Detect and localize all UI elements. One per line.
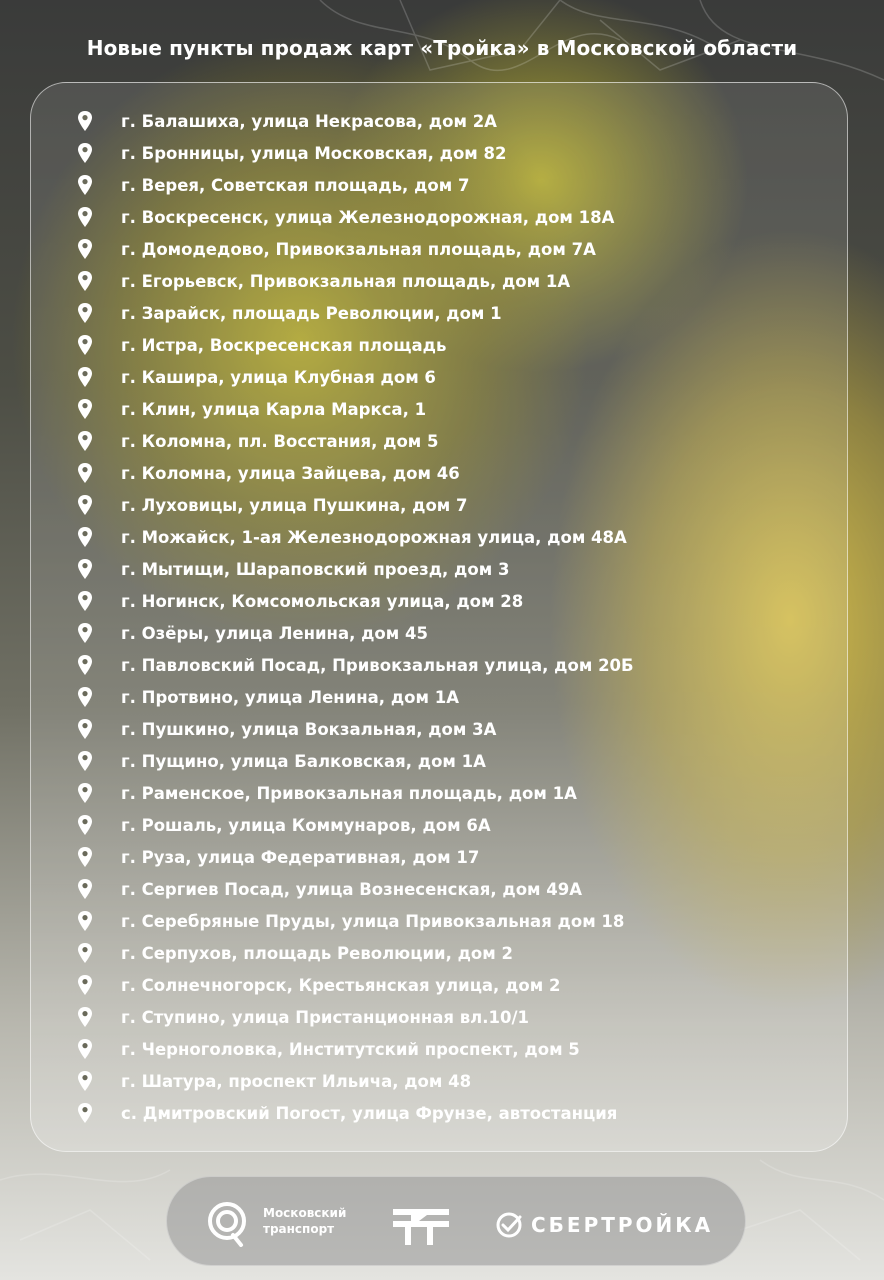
address-text: г. Ступино, улица Пристанционная вл.10/1 bbox=[121, 1007, 530, 1027]
address-text: г. Истра, Воскресенская площадь bbox=[121, 335, 447, 355]
location-pin-icon bbox=[77, 558, 93, 580]
moscow-transport-line2: транспорт bbox=[263, 1222, 335, 1236]
address-item bbox=[77, 681, 634, 713]
footer-logos bbox=[166, 1176, 746, 1266]
address-text: г. Егорьевск, Привокзальная площадь, дом 1А bbox=[121, 271, 571, 291]
address-text: г. Пушкино, улица Вокзальная, дом 3А bbox=[121, 719, 497, 739]
address-text: г. Раменское, Привокзальная площадь, дом 1А bbox=[121, 783, 577, 803]
address-item bbox=[77, 937, 634, 969]
address-text: г. Серебряные Пруды, улица Привокзальная дом 18 bbox=[121, 911, 625, 931]
address-item bbox=[77, 201, 634, 233]
address-item bbox=[77, 233, 634, 265]
address-item bbox=[77, 649, 634, 681]
location-pin-icon bbox=[77, 846, 93, 868]
address-list bbox=[77, 105, 634, 1129]
address-item bbox=[77, 137, 634, 169]
location-pin-icon bbox=[77, 494, 93, 516]
address-text: г. Серпухов, площадь Революции, дом 2 bbox=[121, 943, 513, 963]
location-pin-icon bbox=[77, 302, 93, 324]
address-text: г. Балашиха, улица Некрасова, дом 2А bbox=[121, 111, 497, 131]
address-text: г. Воскресенск, улица Железнодорожная, дом 18А bbox=[121, 207, 615, 227]
sber-logo bbox=[495, 1211, 523, 1239]
address-item bbox=[77, 425, 634, 457]
address-text: г. Сергиев Посад, улица Вознесенская, дом 49А bbox=[121, 879, 583, 899]
location-pin-icon bbox=[77, 238, 93, 260]
location-pin-icon bbox=[77, 430, 93, 452]
address-item bbox=[77, 1065, 634, 1097]
address-text: с. Дмитровский Погост, улица Фрунзе, автостанция bbox=[121, 1103, 618, 1123]
address-text: г. Клин, улица Карла Маркса, 1 bbox=[121, 399, 427, 419]
location-pin-icon bbox=[77, 206, 93, 228]
location-pin-icon bbox=[77, 1006, 93, 1028]
address-text: г. Зарайск, площадь Революции, дом 1 bbox=[121, 303, 502, 323]
address-item bbox=[77, 713, 634, 745]
address-text: г. Луховицы, улица Пушкина, дом 7 bbox=[121, 495, 468, 515]
address-text: г. Кашира, улица Клубная дом 6 bbox=[121, 367, 436, 387]
address-text: г. Можайск, 1-ая Железнодорожная улица, дом 48А bbox=[121, 527, 627, 547]
address-item bbox=[77, 1001, 634, 1033]
location-pin-icon bbox=[77, 174, 93, 196]
address-item bbox=[77, 457, 634, 489]
address-item bbox=[77, 265, 634, 297]
location-pin-icon bbox=[77, 526, 93, 548]
address-text: г. Черноголовка, Институтский проспект, дом 5 bbox=[121, 1039, 580, 1059]
location-pin-icon bbox=[77, 782, 93, 804]
location-pin-icon bbox=[77, 366, 93, 388]
address-text: г. Озёры, улица Ленина, дом 45 bbox=[121, 623, 428, 643]
location-pin-icon bbox=[77, 974, 93, 996]
location-pin-icon bbox=[77, 142, 93, 164]
address-item bbox=[77, 809, 634, 841]
address-text: г. Солнечногорск, Крестьянская улица, дом 2 bbox=[121, 975, 561, 995]
page-title: Новые пункты продаж карт «Тройка» в Московской области bbox=[86, 36, 798, 60]
address-item bbox=[77, 841, 634, 873]
troika-logo bbox=[391, 1207, 451, 1245]
location-pin-icon bbox=[77, 1038, 93, 1060]
address-item bbox=[77, 745, 634, 777]
address-text: г. Мытищи, Шараповский проезд, дом 3 bbox=[121, 559, 510, 579]
address-item bbox=[77, 361, 634, 393]
address-text: г. Павловский Посад, Привокзальная улица, дом 20Б bbox=[121, 655, 634, 675]
location-pin-icon bbox=[77, 110, 93, 132]
address-text: г. Ногинск, Комсомольская улица, дом 28 bbox=[121, 591, 524, 611]
location-pin-icon bbox=[77, 334, 93, 356]
sbertroika-wordmark: СБЕРТРОЙКА bbox=[531, 1213, 714, 1237]
address-item bbox=[77, 329, 634, 361]
address-text: г. Протвино, улица Ленина, дом 1А bbox=[121, 687, 459, 707]
address-item bbox=[77, 521, 634, 553]
address-text: г. Рошаль, улица Коммунаров, дом 6А bbox=[121, 815, 491, 835]
address-item bbox=[77, 1097, 634, 1129]
location-pin-icon bbox=[77, 398, 93, 420]
address-text: г. Шатура, проспект Ильича, дом 48 bbox=[121, 1071, 472, 1091]
location-pin-icon bbox=[77, 462, 93, 484]
address-text: г. Пущино, улица Балковская, дом 1А bbox=[121, 751, 486, 771]
location-pin-icon bbox=[77, 654, 93, 676]
location-pin-icon bbox=[77, 878, 93, 900]
address-item bbox=[77, 489, 634, 521]
location-pin-icon bbox=[77, 590, 93, 612]
address-item bbox=[77, 1033, 634, 1065]
location-pin-icon bbox=[77, 270, 93, 292]
address-item bbox=[77, 585, 634, 617]
address-text: г. Коломна, улица Зайцева, дом 46 bbox=[121, 463, 460, 483]
address-text: г. Коломна, пл. Восстания, дом 5 bbox=[121, 431, 439, 451]
location-pin-icon bbox=[77, 686, 93, 708]
address-text: г. Домодедово, Привокзальная площадь, дом 7А bbox=[121, 239, 596, 259]
address-item bbox=[77, 617, 634, 649]
address-text: г. Верея, Советская площадь, дом 7 bbox=[121, 175, 470, 195]
address-item bbox=[77, 169, 634, 201]
location-pin-icon bbox=[77, 1070, 93, 1092]
address-item bbox=[77, 777, 634, 809]
address-item bbox=[77, 905, 634, 937]
address-text: г. Бронницы, улица Московская, дом 82 bbox=[121, 143, 507, 163]
moscow-transport-line1: Московский bbox=[263, 1206, 347, 1220]
address-item bbox=[77, 873, 634, 905]
location-pin-icon bbox=[77, 1102, 93, 1124]
address-text: г. Руза, улица Федеративная, дом 17 bbox=[121, 847, 480, 867]
location-pin-icon bbox=[77, 718, 93, 740]
moscow-transport-logo bbox=[203, 1199, 251, 1247]
location-pin-icon bbox=[77, 814, 93, 836]
address-item bbox=[77, 969, 634, 1001]
location-pin-icon bbox=[77, 910, 93, 932]
address-item bbox=[77, 553, 634, 585]
location-pin-icon bbox=[77, 750, 93, 772]
address-item bbox=[77, 105, 634, 137]
address-item bbox=[77, 393, 634, 425]
location-pin-icon bbox=[77, 942, 93, 964]
location-pin-icon bbox=[77, 622, 93, 644]
addresses-panel bbox=[30, 82, 848, 1152]
moscow-transport-label bbox=[263, 1205, 346, 1237]
address-item bbox=[77, 297, 634, 329]
